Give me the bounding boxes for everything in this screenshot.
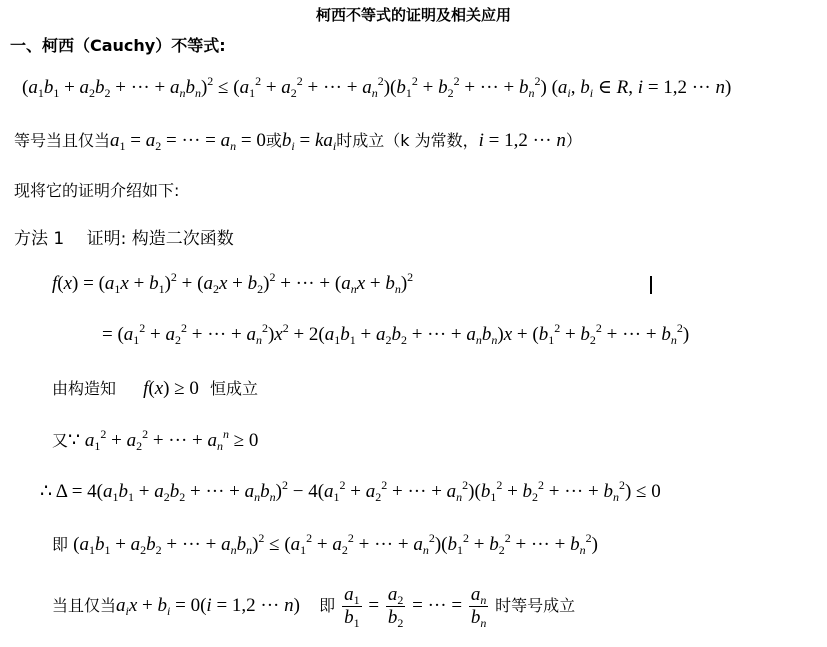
- construct-formula: f(x) ≥ 0: [143, 378, 199, 399]
- condition-close: ）: [565, 131, 582, 150]
- you-text: 又: [52, 431, 69, 450]
- equality-final-line: [52, 584, 575, 629]
- intro-text: 现将它的证明介绍如下:: [14, 181, 180, 200]
- section-heading: 一、柯西（Cauchy）不等式:: [10, 36, 226, 55]
- fraction-1: $\frac{a_1}{b_1}$: [344, 584, 360, 630]
- discriminant-line: ∴ $\Delta = 4(a_1b_1 + a_2b_2$ + ··· + $a_nb_n)^2 - 4(a_1^2 + a_2^2$ + ··· + $a_n^2)(b_1^2 + b_2^2$ + ··· + $b_n^2) \le 0$: [40, 478, 661, 504]
- last-text-1: 当且仅当: [52, 595, 117, 615]
- quadratic-function: $f(x) = (a_1x + b_1)^2 + (a_2x + b_2)^2$ + ··· + $(a_nx + b_n)^2$: [52, 270, 414, 296]
- cauchy-inequality: ($a_1b_1 + a_2b_2$ + ··· + $a_nb_n)^2 \le (a_1^2 + a_2^2$ + ··· + $a_n^2)(b_1^2 + b_2^2$ + ··· + $b_n^2$) ($a_i$, $b_i$ ∈ R, i = 1,2 ··· n): [22, 74, 732, 100]
- because-formula: ∵ $a_1^2 + a_2^2$ + ··· + $a_n^n \ge 0$: [68, 427, 259, 453]
- ji-text: 即: [52, 535, 69, 554]
- text-cursor: [650, 276, 652, 294]
- condition-formula-1: $a_1 = a_2$ = ··· = $a_n = 0$: [110, 130, 266, 153]
- construct-text: 由构造知: [52, 379, 117, 398]
- condition-formula-3: i = 1,2 ··· n: [478, 130, 566, 151]
- last-formula-1: $a_ix + b_i = 0(i = 1,2$ ··· n): [116, 594, 300, 618]
- conclusion-line: [52, 532, 598, 556]
- last-text-2: 即: [319, 595, 336, 615]
- ratio-formula: $\frac{a_1}{b_1}$ = $\frac{a_2}{b_2}$ = ··· = $\frac{a_n}{b_n}$: [344, 584, 487, 630]
- condition-text-2: 时成立（k 为常数，: [336, 131, 479, 150]
- fraction-2: $\frac{a_2}{b_2}$: [387, 584, 404, 630]
- construct-tail: 恒成立: [210, 379, 259, 398]
- condition-or: 或: [265, 131, 282, 150]
- construct-line: [52, 376, 258, 400]
- condition-formula-2: $b_i = ka_i$: [281, 130, 337, 153]
- quadratic-expanded: = ($a_1^2 + a_2^2$ + ··· + $a_n^2)x^2 + 2(a_1b_1 + a_2b_2$ + ··· + $a_nb_n)x + (b_1^2 + b_2^2$ + ··· + $b_n^2$): [102, 321, 690, 347]
- page-title: 柯西不等式的证明及相关应用: [315, 6, 511, 24]
- last-text-3: 时等号成立: [495, 595, 576, 615]
- because-line: [52, 428, 258, 452]
- equality-condition: [14, 128, 582, 152]
- method-heading: 方法 1 证明: 构造二次函数: [14, 229, 234, 249]
- condition-text-1: 等号当且仅当: [14, 131, 111, 150]
- conclusion-formula: ($a_1b_1 + a_2b_2$ + ··· + $a_nb_n)^2 \le (a_1^2 + a_2^2$ + ··· + $a_n^2)(b_1^2 + b_2^2$ + ··· + $b_n^2$): [73, 531, 598, 557]
- fraction-n: $\frac{a_n}{b_n}$: [470, 584, 487, 630]
